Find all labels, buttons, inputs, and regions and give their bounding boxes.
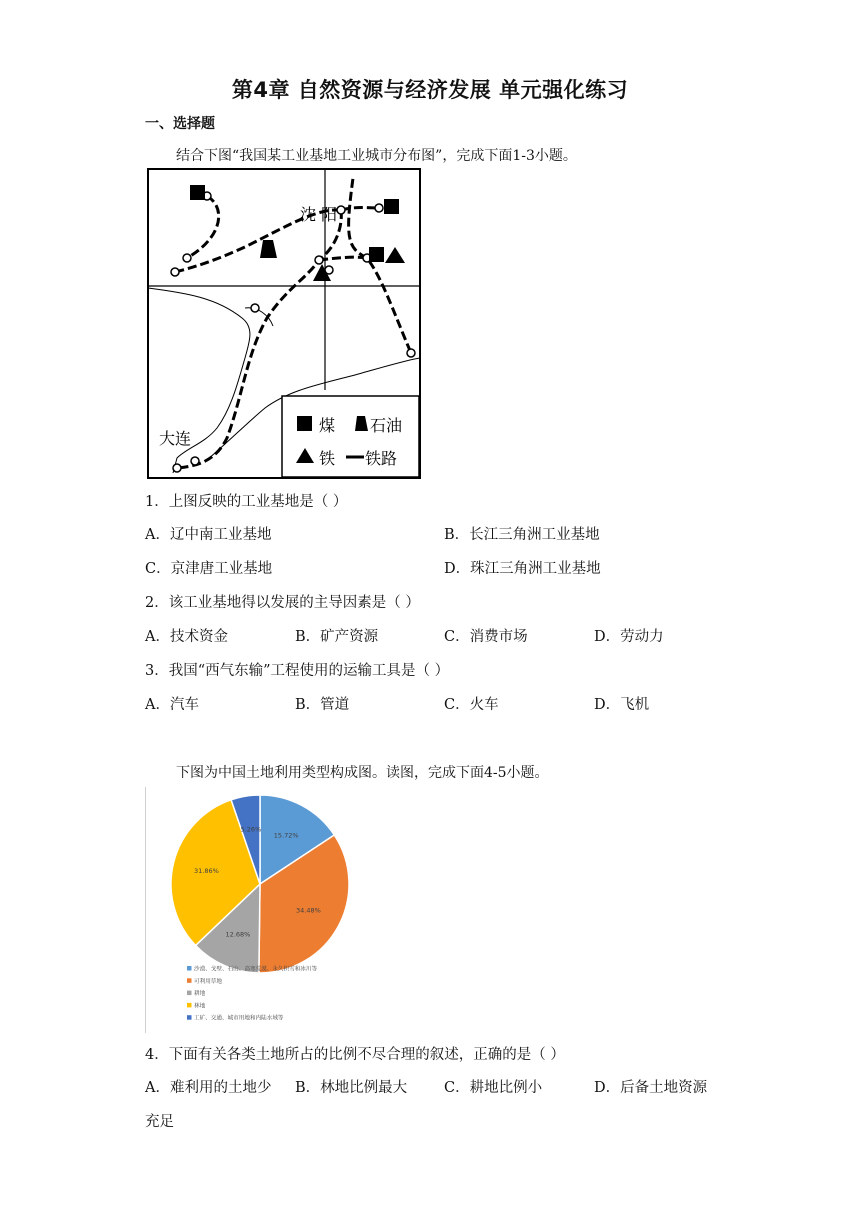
coal-symbol <box>190 185 205 200</box>
q1-option-b[interactable]: B．长江三角洲工业基地 <box>444 527 600 543</box>
q2-option-c[interactable]: C．消费市场 <box>444 629 528 645</box>
question-3: 3．我国“西气东输”工程使用的运输工具是（ ） <box>145 663 450 679</box>
legend-entry: 耕地 <box>194 991 206 998</box>
legend-swatch <box>187 966 192 971</box>
q4-option-b[interactable]: B．林地比例最大 <box>295 1080 408 1096</box>
legend-swatch <box>187 1003 192 1008</box>
q2-option-b[interactable]: B．矿产资源 <box>295 629 379 645</box>
city-label-dalian: 大连 <box>159 429 192 448</box>
q2-option-d[interactable]: D．劳动力 <box>594 629 664 645</box>
question-4: 4．下面有关各类土地所占的比例不尽合理的叙述，正确的是（ ） <box>145 1047 565 1063</box>
legend-oil-label: 石油 <box>370 416 403 435</box>
legend-entry: 工矿、交通、城市用地和内陆水域等 <box>194 1015 284 1022</box>
pie-data-label: 5.26% <box>240 825 262 834</box>
q4-option-a[interactable]: A．难利用的土地少 <box>145 1080 272 1096</box>
q2-option-a[interactable]: A．技术资金 <box>145 629 228 645</box>
legend-iron-label: 铁 <box>319 449 336 468</box>
intro-text-2: 下图为中国土地利用类型构成图。读图，完成下面4-5小题。 <box>176 765 549 781</box>
industrial-base-map <box>147 168 421 479</box>
legend-swatch <box>187 978 192 983</box>
pie-data-label: 31.86% <box>193 866 219 875</box>
city-label-shenyang: 沈 阳 <box>300 205 338 224</box>
legend-coal-label: 煤 <box>319 416 336 435</box>
coal-symbol <box>369 247 384 262</box>
question-2: 2．该工业基地得以发展的主导因素是（ ） <box>145 595 420 611</box>
legend-entry: 林地 <box>194 1003 206 1010</box>
legend-swatch <box>187 1015 192 1020</box>
q3-option-c[interactable]: C．火车 <box>444 697 499 713</box>
section-heading: 一、选择题 <box>145 116 215 132</box>
legend-entry: 可利用草地 <box>194 978 222 985</box>
q3-option-b[interactable]: B．管道 <box>295 697 350 713</box>
q3-option-a[interactable]: A．汽车 <box>145 697 199 713</box>
q3-option-d[interactable]: D．飞机 <box>594 697 650 713</box>
land-use-pie-chart <box>145 787 369 1033</box>
question-1: 1．上图反映的工业基地是（ ） <box>145 494 348 510</box>
q1-option-a[interactable]: A．辽中南工业基地 <box>145 527 272 543</box>
coal-symbol <box>384 199 399 214</box>
legend-entry: 沙漠、戈壁、石山、高寒荒漠、永久积雪和冰川等 <box>194 966 318 973</box>
legend-railway-label: 铁路 <box>365 449 398 468</box>
q4-option-d-continued: 充足 <box>145 1114 174 1130</box>
legend-swatch <box>187 991 192 996</box>
q4-option-c[interactable]: C．耕地比例小 <box>444 1080 543 1096</box>
map-legend <box>282 396 419 477</box>
pie-data-label: 12.68% <box>225 930 251 939</box>
page-title: 第4章 自然资源与经济发展 单元强化练习 <box>231 78 629 102</box>
q1-option-c[interactable]: C．京津唐工业基地 <box>145 561 273 577</box>
pie-data-label: 34.48% <box>296 906 321 915</box>
q4-option-d[interactable]: D．后备土地资源 <box>594 1080 708 1096</box>
pie-data-label: 15.72% <box>273 831 299 840</box>
q1-option-d[interactable]: D．珠江三角洲工业基地 <box>444 561 601 577</box>
intro-text-1: 结合下图“我国某工业基地工业城市分布图”，完成下面1-3小题。 <box>176 148 577 164</box>
legend-coal-icon <box>297 416 312 431</box>
